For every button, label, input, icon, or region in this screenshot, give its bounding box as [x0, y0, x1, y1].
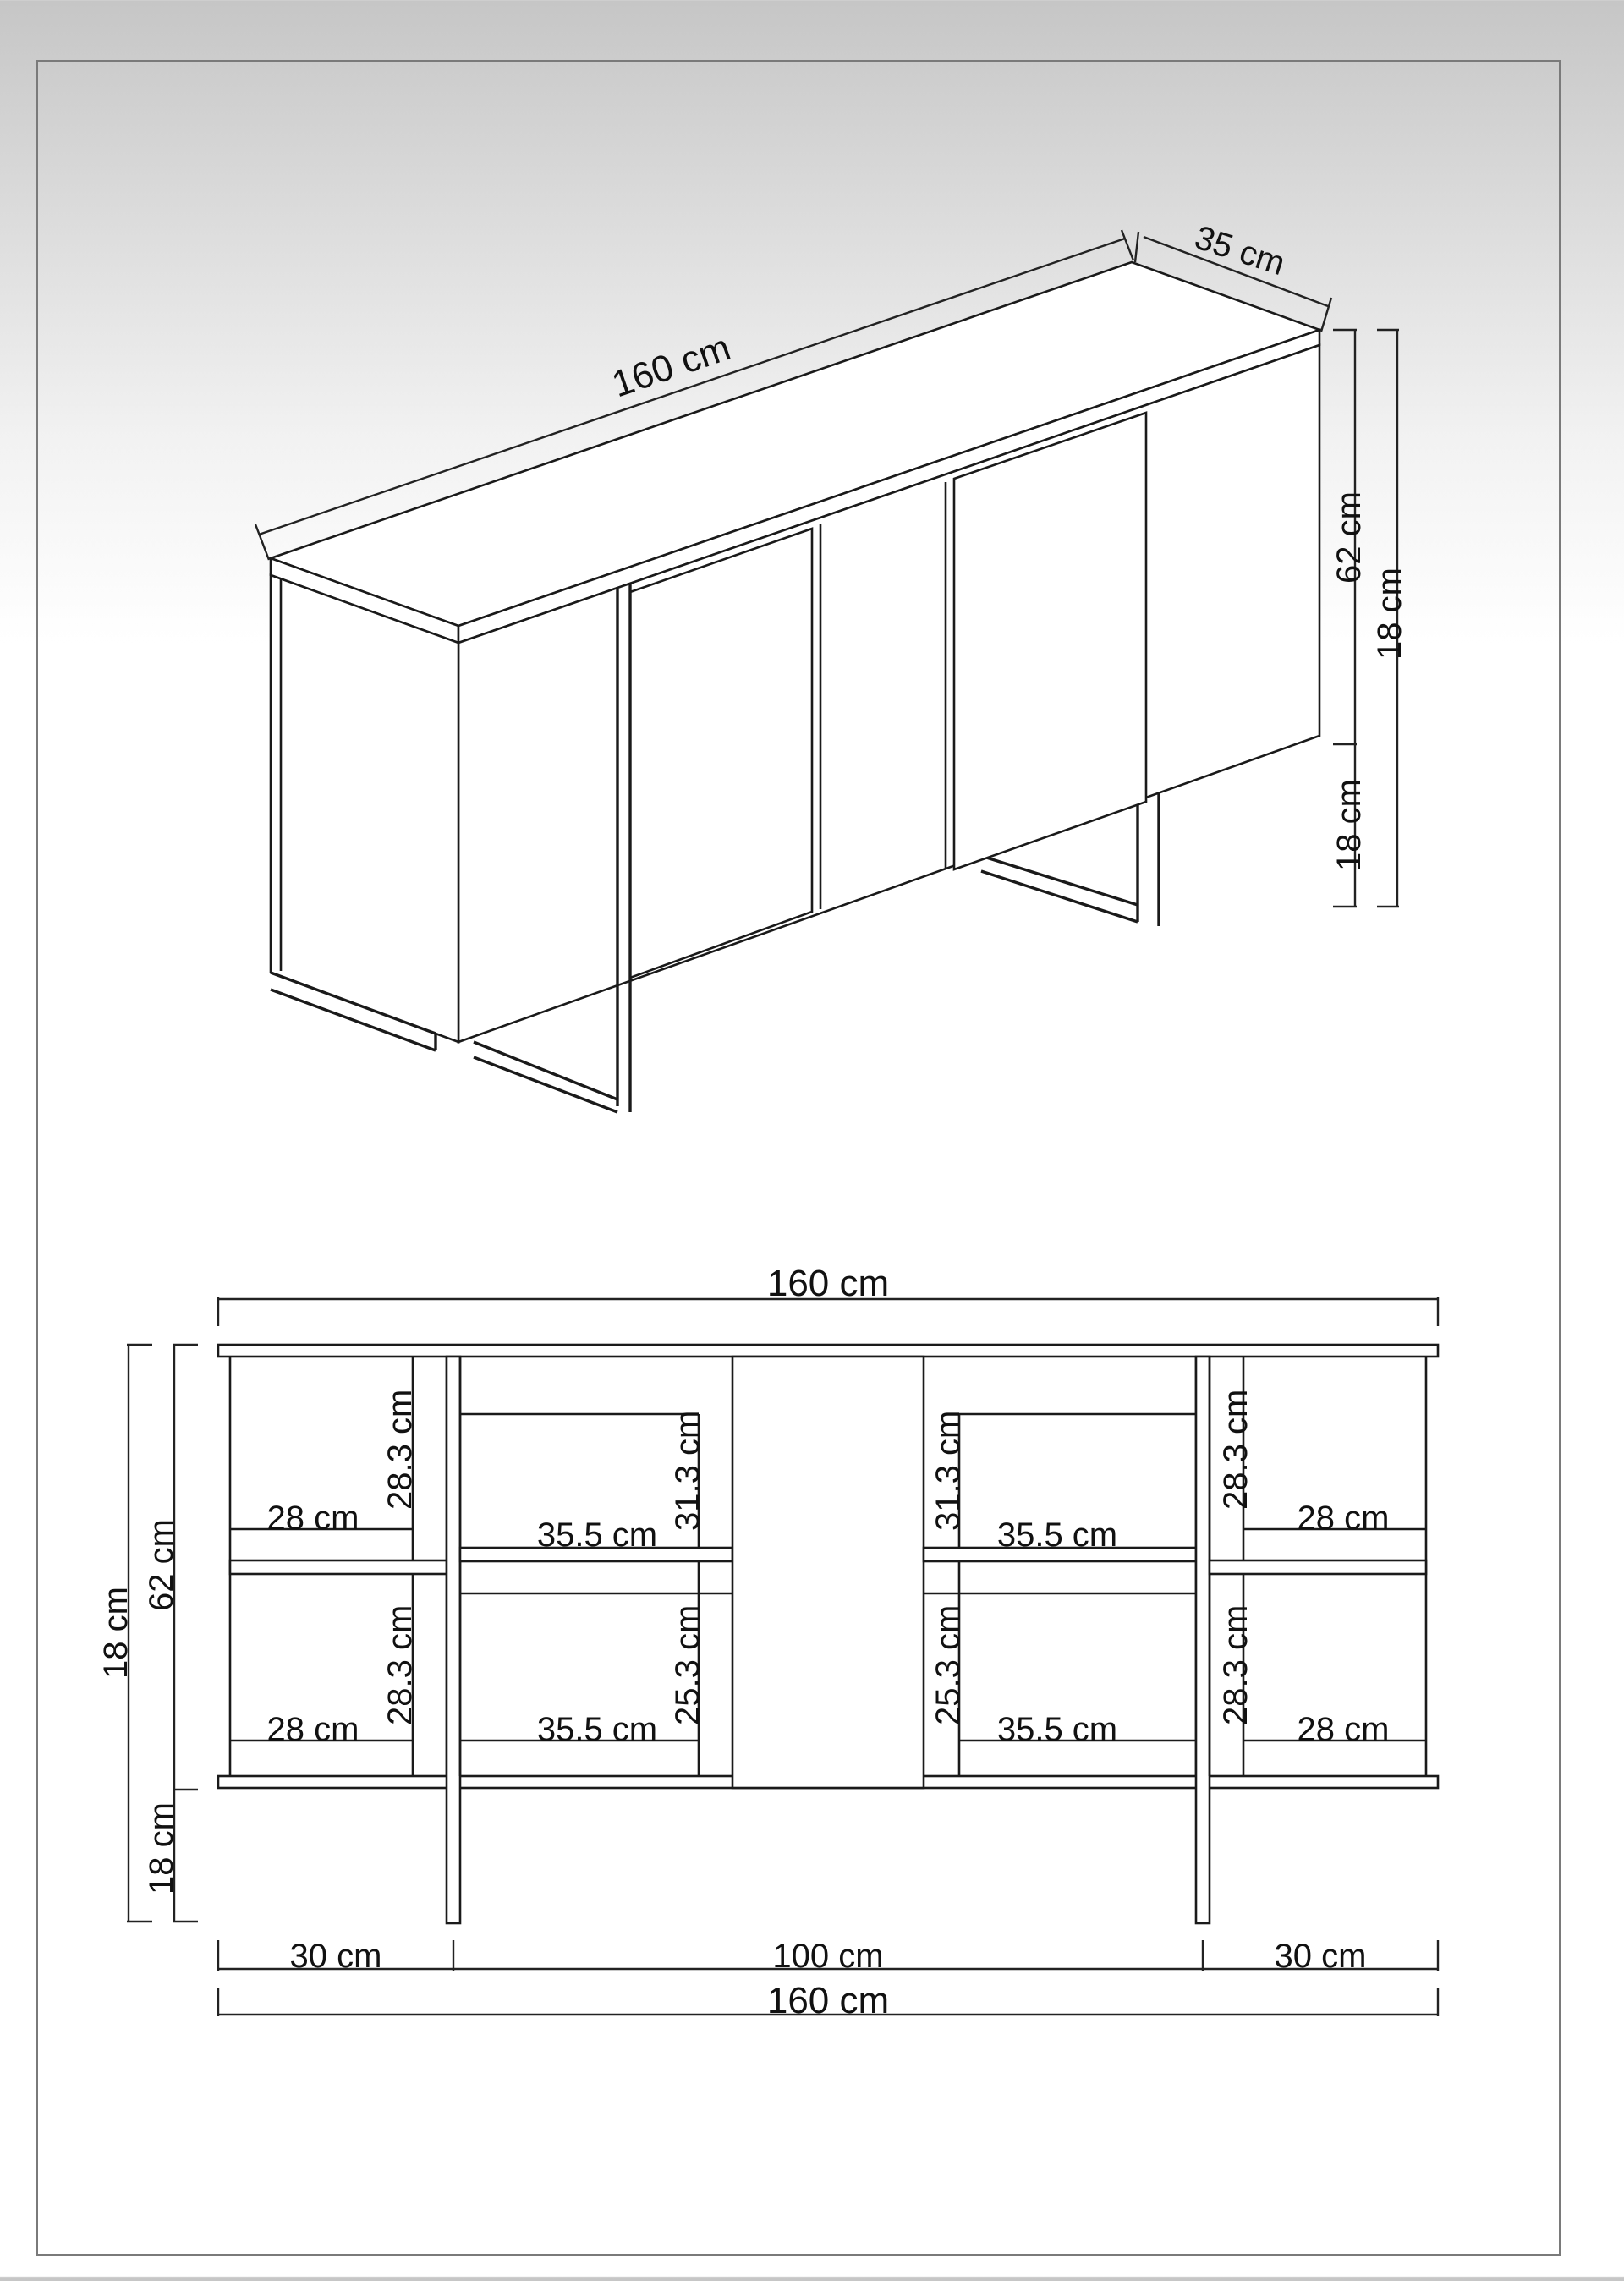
iso-depth-label: 35 cm — [1190, 218, 1290, 283]
front-height-dimensions — [97, 1345, 198, 1922]
iso-leg-height-label: 18 cm — [1330, 779, 1368, 871]
front-view — [97, 1263, 1438, 2021]
iso-door-1 — [630, 529, 812, 978]
iso-height-label: 62 cm — [1330, 491, 1368, 584]
right-lower-height-label: 28.3 cm — [1217, 1604, 1254, 1725]
front-top-width-label: 160 cm — [766, 1263, 890, 1304]
bottom-right-segment-label: 30 cm — [1274, 1938, 1367, 1975]
right-upper-width-label: 28 cm — [1297, 1500, 1390, 1537]
isometric-view — [255, 219, 1408, 1112]
front-bottom-dimensions — [218, 1938, 1438, 2021]
iso-body-side — [271, 575, 458, 1042]
inner-left-lower-width-label: 35.5 cm — [536, 1711, 658, 1748]
inner-left-lower-height-label: 25.3 cm — [669, 1604, 706, 1725]
iso-height-dimensions — [1330, 330, 1408, 907]
front-body-height-label: 18 cm — [97, 1587, 134, 1679]
bottom-middle-segment-label: 100 cm — [772, 1938, 884, 1975]
inner-left-upper-height-label: 31.3 cm — [669, 1410, 706, 1531]
front-right-cabinet — [1210, 1357, 1426, 1776]
front-left-leg — [447, 1357, 460, 1923]
inner-left-upper-width-label: 35.5 cm — [536, 1516, 658, 1554]
right-upper-height-label: 28.3 cm — [1217, 1389, 1254, 1510]
inner-right-upper-height-label: 31.3 cm — [930, 1410, 967, 1531]
iso-width-label: 160 cm — [606, 326, 736, 406]
right-lower-width-label: 28 cm — [1297, 1711, 1390, 1748]
front-center-panel — [732, 1357, 924, 1788]
inner-right-lower-width-label: 35.5 cm — [996, 1711, 1118, 1748]
front-right-leg — [1196, 1357, 1210, 1923]
bottom-left-segment-label: 30 cm — [289, 1938, 382, 1975]
iso-body-height-label: 18 cm — [1371, 568, 1408, 660]
left-upper-width-label: 28 cm — [266, 1500, 359, 1537]
iso-door-2 — [954, 413, 1146, 869]
left-lower-width-label: 28 cm — [266, 1711, 359, 1748]
left-upper-height-label: 28.3 cm — [381, 1389, 419, 1510]
front-top-width-dimension — [218, 1263, 1438, 1326]
front-top-slab — [218, 1345, 1438, 1357]
left-lower-height-label: 28.3 cm — [381, 1604, 419, 1725]
bottom-total-label: 160 cm — [766, 1980, 890, 2021]
front-left-cabinet — [230, 1357, 447, 1776]
inner-right-lower-height-label: 25.3 cm — [930, 1604, 967, 1725]
front-leg-height-label: 18 cm — [143, 1802, 180, 1894]
inner-right-upper-width-label: 35.5 cm — [996, 1516, 1118, 1554]
front-inner-right-compartment — [924, 1357, 1196, 1776]
front-height-label: 62 cm — [143, 1519, 180, 1611]
front-inner-left-compartment — [460, 1357, 732, 1776]
